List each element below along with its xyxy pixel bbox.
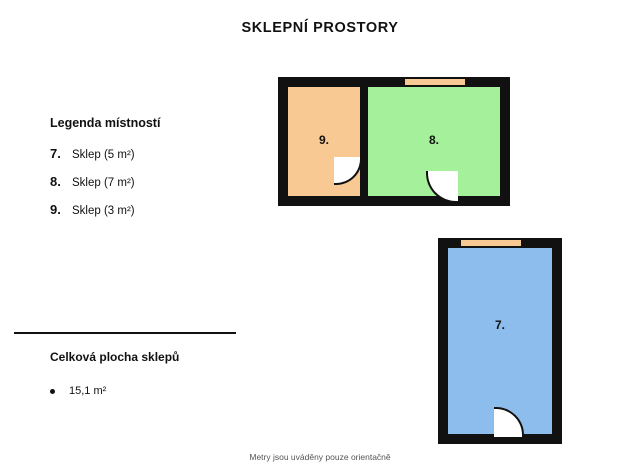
page-title: SKLEPNÍ PROSTORY [241, 20, 399, 36]
room-label-9: 9. [318, 133, 329, 147]
summary-value: 15,1 m² [69, 385, 107, 397]
room-7 [448, 248, 552, 434]
legend-item-label: Sklep (5 m²) [72, 149, 135, 161]
door-icon [426, 171, 458, 203]
legend-item-number: 9. [50, 202, 61, 217]
room-label-8: 8. [428, 133, 439, 147]
floorplan-block-upper [278, 77, 510, 206]
window-icon [404, 78, 466, 86]
summary-heading: Celková plocha sklepů [50, 350, 180, 364]
legend-item-label: Sklep (7 m²) [72, 177, 135, 189]
room-label-7: 7. [494, 318, 505, 332]
floorplan-block-lower [438, 238, 562, 444]
legend-item-number: 7. [50, 146, 61, 161]
legend-heading: Legenda místností [50, 116, 161, 130]
footnote: Metry jsou uváděny pouze orientačně [249, 452, 391, 462]
legend-item-label: Sklep (3 m²) [72, 205, 135, 217]
window-icon [460, 239, 522, 247]
legend-item-number: 8. [50, 174, 61, 189]
